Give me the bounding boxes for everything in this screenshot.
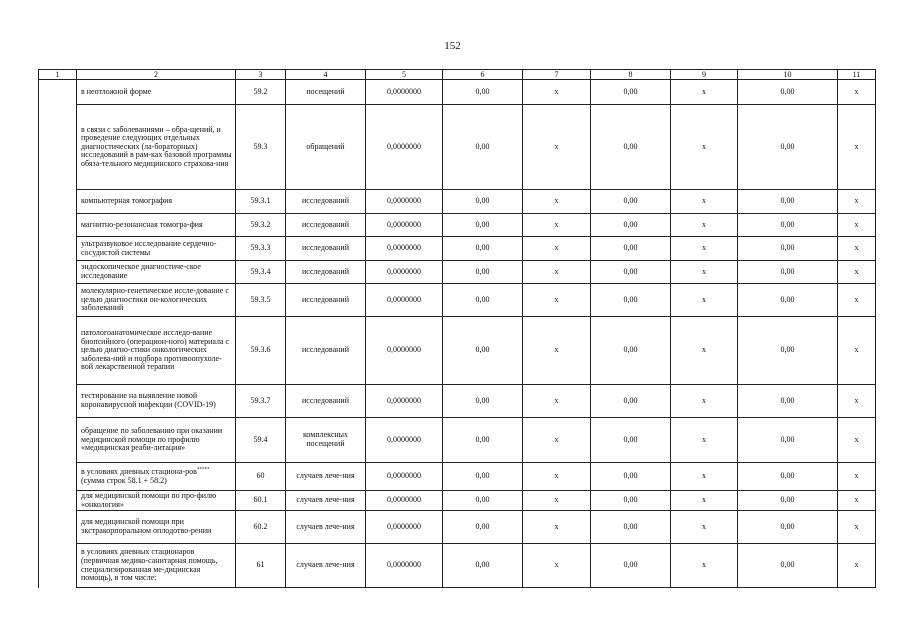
unit-cell: исследований	[286, 317, 366, 385]
row-code: 59.4	[236, 418, 286, 463]
value-cell: х	[671, 511, 738, 544]
row-name	[77, 511, 236, 544]
value-cell: 0,00	[738, 418, 838, 463]
row-name	[77, 317, 236, 385]
value-cell: 0,00	[443, 544, 523, 588]
unit-cell: обращений	[286, 105, 366, 190]
value-cell: 0,00	[443, 491, 523, 511]
unit-cell: случаев лече-ния	[286, 544, 366, 588]
value-cell: х	[671, 491, 738, 511]
value-cell: х	[838, 385, 876, 418]
row-code: 60.1	[236, 491, 286, 511]
value-cell: х	[671, 80, 738, 105]
value-cell: х	[671, 261, 738, 284]
row-code: 60	[236, 463, 286, 491]
value-cell: 0,00	[591, 463, 671, 491]
value-cell: 0,00	[738, 80, 838, 105]
value-cell: 0,0000000	[366, 214, 443, 237]
value-cell: 0,00	[443, 463, 523, 491]
row-code: 59.3.6	[236, 317, 286, 385]
row-name-text: в условиях дневных стациона-ров	[81, 466, 197, 476]
table-row	[39, 317, 876, 385]
table-row	[39, 544, 876, 588]
row-name	[77, 544, 236, 588]
value-cell: х	[838, 511, 876, 544]
value-cell: 0,00	[738, 261, 838, 284]
value-cell: х	[523, 385, 591, 418]
value-cell: х	[838, 214, 876, 237]
unit-cell: исследований	[286, 237, 366, 261]
unit-cell: исследований	[286, 214, 366, 237]
value-cell: х	[523, 463, 591, 491]
value-cell: 0,00	[738, 463, 838, 491]
value-cell: 0,00	[591, 385, 671, 418]
row-name-text: обращение по заболеванию при оказании медицинской помощи по профилю «медицинская реаби-литация»	[81, 426, 223, 453]
value-cell: х	[523, 237, 591, 261]
value-cell: 0,0000000	[366, 317, 443, 385]
value-cell: х	[523, 317, 591, 385]
row-name	[77, 105, 236, 190]
unit-cell: посещений	[286, 80, 366, 105]
value-cell: 0,00	[591, 544, 671, 588]
value-cell: 0,00	[443, 237, 523, 261]
value-cell: 0,00	[591, 491, 671, 511]
value-cell: 0,0000000	[366, 261, 443, 284]
value-cell: 0,00	[738, 105, 838, 190]
value-cell: 0,0000000	[366, 511, 443, 544]
value-cell: х	[671, 284, 738, 317]
row-name-text: в условиях дневных стационаров (первичная медико-санитарная помощь, специализированная ме-дицинская помощь), в том числе:	[81, 547, 218, 583]
unit-cell: исследований	[286, 284, 366, 317]
value-cell: 0,0000000	[366, 418, 443, 463]
value-cell: х	[523, 544, 591, 588]
value-cell: 0,0000000	[366, 463, 443, 491]
column-header: 8	[591, 70, 671, 80]
row-name-text: компьютерная томография	[81, 196, 173, 206]
value-cell: х	[838, 80, 876, 105]
value-cell: х	[838, 418, 876, 463]
value-cell: 0,00	[738, 214, 838, 237]
value-cell: х	[671, 385, 738, 418]
value-cell: 0,00	[591, 237, 671, 261]
table-row	[39, 214, 876, 237]
value-cell: х	[838, 544, 876, 588]
value-cell: 0,00	[591, 511, 671, 544]
value-cell: х	[671, 237, 738, 261]
table-row	[39, 463, 876, 491]
row-name-tail: (сумма строк 58.1 + 58.2)	[81, 475, 167, 485]
unit-cell: комплексных посещений	[286, 418, 366, 463]
value-cell: 0,0000000	[366, 80, 443, 105]
table-row	[39, 284, 876, 317]
value-cell: 0,0000000	[366, 190, 443, 214]
value-cell: 0,00	[443, 105, 523, 190]
value-cell: х	[671, 463, 738, 491]
value-cell: 0,00	[738, 237, 838, 261]
row-name	[77, 261, 236, 284]
value-cell: х	[523, 214, 591, 237]
table-row	[39, 511, 876, 544]
column-header: 5	[366, 70, 443, 80]
row-code: 59.3.5	[236, 284, 286, 317]
value-cell: х	[671, 317, 738, 385]
row-code: 59.3.7	[236, 385, 286, 418]
value-cell: х	[523, 261, 591, 284]
column-header: 11	[838, 70, 876, 80]
value-cell: х	[838, 190, 876, 214]
row-name-text: магнитно-резонансная томогра-фия	[81, 219, 203, 229]
row-name-text: патологоанатомическое исследо-вание биопсийного (операцион-ного) материала с целью диагно-стики онкологических заболева-ний и подбора противоопухоле-вой лекарственной терапии	[81, 328, 230, 372]
value-cell: 0,00	[738, 284, 838, 317]
value-cell: х	[523, 511, 591, 544]
data-table	[38, 69, 876, 588]
value-cell: 0,0000000	[366, 491, 443, 511]
value-cell: 0,00	[738, 190, 838, 214]
row-name-text: для медицинской помощи по про-филю «онкология»	[81, 490, 217, 509]
row-name	[77, 463, 236, 491]
row-name-text: для медицинской помощи при экстракорпоральном оплодотво-рении	[81, 517, 212, 535]
value-cell: х	[523, 105, 591, 190]
value-cell: 0,00	[591, 418, 671, 463]
table-row	[39, 261, 876, 284]
value-cell: 0,00	[738, 385, 838, 418]
unit-cell: исследований	[286, 190, 366, 214]
value-cell: х	[838, 317, 876, 385]
value-cell: х	[838, 237, 876, 261]
value-cell: 0,00	[591, 80, 671, 105]
unit-cell: исследований	[286, 385, 366, 418]
column-header: 9	[671, 70, 738, 80]
table-row	[39, 190, 876, 214]
column-header: 1	[39, 70, 77, 80]
value-cell: 0,0000000	[366, 284, 443, 317]
value-cell: 0,00	[443, 190, 523, 214]
value-cell: 0,00	[591, 190, 671, 214]
value-cell: 0,00	[738, 544, 838, 588]
value-cell: х	[838, 463, 876, 491]
value-cell: 0,00	[443, 418, 523, 463]
value-cell: 0,00	[443, 214, 523, 237]
footnote-marker: *****	[196, 467, 210, 473]
row-name	[77, 491, 236, 511]
column-header: 3	[236, 70, 286, 80]
value-cell: 0,00	[591, 261, 671, 284]
value-cell: 0,00	[591, 214, 671, 237]
row-name	[77, 190, 236, 214]
table-row	[39, 385, 876, 418]
table-row	[39, 491, 876, 511]
row-name-text: тестирование на выявление новой коронавирусной инфекции (COVID-19)	[81, 391, 216, 409]
table-row	[39, 80, 876, 105]
row-code: 59.2	[236, 80, 286, 105]
section-blank-cell	[39, 80, 77, 588]
row-name	[77, 80, 236, 105]
value-cell: 0,00	[591, 105, 671, 190]
value-cell: 0,00	[591, 317, 671, 385]
value-cell: 0,00	[443, 261, 523, 284]
row-name-text: молекулярно-генетическое иссле-дование с целью диагностики он-кологических заболеваний	[81, 286, 229, 313]
value-cell: х	[838, 491, 876, 511]
row-code: 61	[236, 544, 286, 588]
unit-cell: случаев лече-ния	[286, 511, 366, 544]
table-row	[39, 105, 876, 190]
row-name-text: в неотложной форме	[81, 86, 152, 96]
value-cell: 0,00	[443, 511, 523, 544]
value-cell: 0,0000000	[366, 105, 443, 190]
column-number-row	[39, 70, 876, 80]
value-cell: х	[523, 284, 591, 317]
row-code: 59.3.4	[236, 261, 286, 284]
row-name-text: эндоскопическое диагностиче-ское исследование	[81, 262, 201, 280]
row-code: 59.3	[236, 105, 286, 190]
value-cell: 0,00	[591, 284, 671, 317]
row-name	[77, 385, 236, 418]
value-cell: 0,00	[738, 317, 838, 385]
row-name	[77, 237, 236, 261]
value-cell: 0,00	[443, 80, 523, 105]
row-name-text: ультразвуковое исследование сердечно-сосудистой системы	[81, 238, 217, 257]
value-cell: х	[671, 190, 738, 214]
table-row	[39, 237, 876, 261]
value-cell: х	[523, 80, 591, 105]
row-name	[77, 214, 236, 237]
column-header: 10	[738, 70, 838, 80]
value-cell: х	[523, 418, 591, 463]
row-code: 59.3.1	[236, 190, 286, 214]
value-cell: 0,0000000	[366, 385, 443, 418]
column-header: 4	[286, 70, 366, 80]
value-cell: 0,0000000	[366, 237, 443, 261]
row-name	[77, 418, 236, 463]
value-cell: 0,00	[738, 511, 838, 544]
value-cell: х	[838, 284, 876, 317]
row-code: 59.3.2	[236, 214, 286, 237]
column-header: 2	[77, 70, 236, 80]
value-cell: 0,0000000	[366, 544, 443, 588]
value-cell: х	[671, 544, 738, 588]
value-cell: 0,00	[443, 385, 523, 418]
row-code: 59.3.3	[236, 237, 286, 261]
value-cell: х	[671, 214, 738, 237]
value-cell: 0,00	[443, 284, 523, 317]
row-code: 60.2	[236, 511, 286, 544]
column-header: 7	[523, 70, 591, 80]
row-name	[77, 284, 236, 317]
row-name-text: в связи с заболеваниями – обра-щений, и проведение следующих отдельных диагностических (ла-бораторных) исследований в рам-ках базовой программы обяза-тельного медицинского страхова-ния	[81, 124, 232, 168]
table-row	[39, 418, 876, 463]
value-cell: х	[523, 190, 591, 214]
value-cell: х	[671, 105, 738, 190]
value-cell: 0,00	[443, 317, 523, 385]
column-header: 6	[443, 70, 523, 80]
value-cell: 0,00	[738, 491, 838, 511]
value-cell: х	[671, 418, 738, 463]
value-cell: х	[838, 261, 876, 284]
value-cell: х	[838, 105, 876, 190]
unit-cell: случаев лече-ния	[286, 463, 366, 491]
unit-cell: случаев лече-ния	[286, 491, 366, 511]
page-number: 152	[444, 40, 461, 52]
value-cell: х	[523, 491, 591, 511]
unit-cell: исследований	[286, 261, 366, 284]
